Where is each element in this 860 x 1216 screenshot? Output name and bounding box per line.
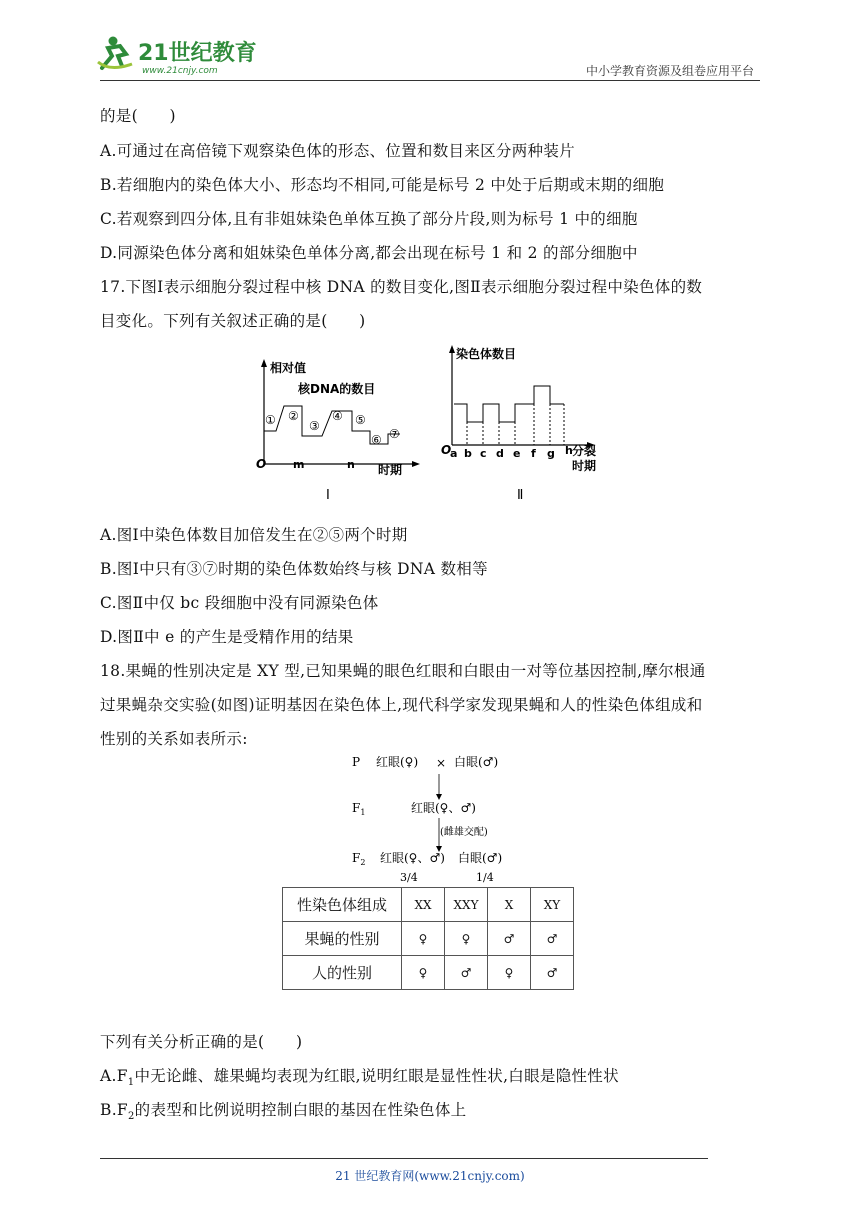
q17-stem-line1: 17.下图Ⅰ表示细胞分裂过程中核 DNA 的数目变化,图Ⅱ表示细胞分裂过程中染色体的数	[100, 278, 703, 296]
footer-link[interactable]: 21 世纪教育网(www.21cnjy.com)	[335, 1169, 525, 1183]
table-cell: ♀	[402, 956, 445, 990]
table-cell: ♂	[531, 956, 574, 990]
fig2-tick-d: d	[496, 447, 504, 460]
table-cell: ♂	[445, 956, 488, 990]
fig1-n-label: n	[347, 458, 355, 471]
cross-times: ×	[436, 756, 447, 770]
fig2-tick-f: f	[531, 447, 536, 460]
cross-p-female: 红眼(♀)	[376, 755, 419, 769]
cross-f1-pheno: 红眼(♀、♂)	[411, 801, 476, 815]
site-logo	[96, 34, 266, 80]
fig2-origin: O	[441, 443, 452, 457]
table-cell: XXY	[445, 888, 488, 922]
fig1-xlabel: 时期	[378, 463, 403, 477]
q17-stem-line2: 目变化。下列有关叙述正确的是( )	[100, 312, 366, 330]
fig1-mark-6: ⑥	[371, 433, 382, 447]
table-cell: ♀	[402, 922, 445, 956]
cross-f1-label: $F_1$	[352, 801, 366, 817]
q18-stem-line1: 18.果蝇的性别决定是 XY 型,已知果蝇的眼色红眼和白眼由一对等位基因控制,摩尔根通	[100, 662, 706, 680]
fig2-tick-h: h	[565, 444, 573, 457]
table-cell: XY	[531, 888, 574, 922]
q18-stem-line3: 性别的关系如表所示:	[100, 730, 248, 748]
fig1-title: 核DNA的数目	[298, 382, 376, 396]
q16-option-a: A.可通过在高倍镜下观察染色体的形态、位置和数目来区分两种装片	[100, 142, 575, 160]
footer-divider	[100, 1158, 708, 1159]
cross-mating-note: (雌雄交配)	[440, 827, 488, 838]
fig2-caption: Ⅱ	[517, 488, 524, 503]
logo-title: 21世纪教育	[138, 41, 257, 66]
figure-1-dna-graph	[250, 356, 430, 506]
q18-option-b: $B.F_2$的表型和比例说明控制白眼的基因在性染色体上	[100, 1101, 467, 1123]
fig2-chromosome-curve	[454, 386, 564, 422]
table-cell: ♀	[488, 956, 531, 990]
q17-option-b: B.图Ⅰ中只有③⑦时期的染色体数始终与核 DNA 数相等	[100, 560, 488, 578]
cross-p-male: 白眼(♂)	[454, 755, 499, 769]
table-row	[283, 922, 574, 956]
genetic-cross-diagram	[340, 750, 540, 885]
cross-p-label: P	[352, 755, 361, 769]
fig2-xlabel-1: 分裂	[572, 444, 597, 458]
fig2-tick-e: e	[513, 447, 521, 460]
fig1-m-label: m	[293, 458, 305, 471]
fig2-tick-g: g	[547, 447, 555, 460]
table-cell: ♂	[531, 922, 574, 956]
fig1-caption: Ⅰ	[326, 488, 330, 503]
table-cell: 人的性别	[283, 956, 402, 990]
q16-option-c: C.若观察到四分体,且有非姐妹染色单体互换了部分片段,则为标号 1 中的细胞	[100, 210, 638, 228]
logo-url: www.21cnjy.com	[142, 66, 218, 76]
q17-option-a: A.图Ⅰ中染色体数目加倍发生在②⑤两个时期	[100, 526, 408, 544]
fig1-ylabel: 相对值	[270, 361, 307, 375]
table-cell: XX	[402, 888, 445, 922]
header-divider	[100, 80, 760, 81]
fig2-ylabel: 染色体数目	[456, 347, 517, 361]
cross-f2-white: 白眼(♂)	[458, 851, 503, 865]
q16-option-d: D.同源染色体分离和姐妹染色单体分离,都会出现在标号 1 和 2 的部分细胞中	[100, 244, 638, 262]
q16-tail: 的是( )	[100, 107, 176, 125]
table-row	[283, 888, 574, 922]
sex-chromosome-table	[282, 887, 574, 990]
table-cell: ♀	[445, 922, 488, 956]
fig1-mark-1: ①	[265, 413, 276, 427]
cross-ratio-red: 3/4	[400, 871, 418, 884]
fig1-mark-2: ②	[288, 409, 299, 423]
table-cell: X	[488, 888, 531, 922]
q18-option-a: $A.F_1$中无论雌、雄果蝇均表现为红眼,说明红眼是显性性状,白眼是隐性性状	[100, 1067, 619, 1089]
fig1-mark-4: ④	[332, 409, 343, 423]
header-platform-text: 中小学教育资源及组卷应用平台	[585, 64, 754, 78]
fig2-tick-b: b	[464, 447, 472, 460]
table-cell: 果蝇的性别	[283, 922, 402, 956]
cross-f2-red: 红眼(♀、♂)	[380, 851, 445, 865]
table-cell: ♂	[488, 922, 531, 956]
fig2-tick-a: a	[450, 447, 458, 460]
fig1-mark-3: ③	[309, 419, 320, 433]
q17-option-d: D.图Ⅱ中 e 的产生是受精作用的结果	[100, 628, 354, 646]
figure-2-chromosome-graph	[440, 342, 610, 507]
runner-logo-icon	[96, 34, 266, 76]
cross-ratio-white: 1/4	[476, 871, 494, 884]
cross-f2-label: $F_2$	[352, 851, 366, 867]
table-row	[283, 956, 574, 990]
q18-after-table: 下列有关分析正确的是( )	[100, 1033, 303, 1051]
fig1-mark-7: ⑦	[389, 427, 400, 441]
q17-option-c: C.图Ⅱ中仅 bc 段细胞中没有同源染色体	[100, 594, 379, 612]
fig2-tick-c: c	[480, 447, 487, 460]
fig1-origin: O	[256, 457, 267, 471]
q18-stem-line2: 过果蝇杂交实验(如图)证明基因在染色体上,现代科学家发现果蝇和人的性染色体组成和	[100, 696, 703, 714]
q16-option-b: B.若细胞内的染色体大小、形态均不相同,可能是标号 2 中处于后期或末期的细胞	[100, 176, 665, 194]
fig2-xlabel-2: 时期	[572, 459, 597, 473]
table-cell: 性染色体组成	[283, 888, 402, 922]
fig1-mark-5: ⑤	[355, 413, 366, 427]
